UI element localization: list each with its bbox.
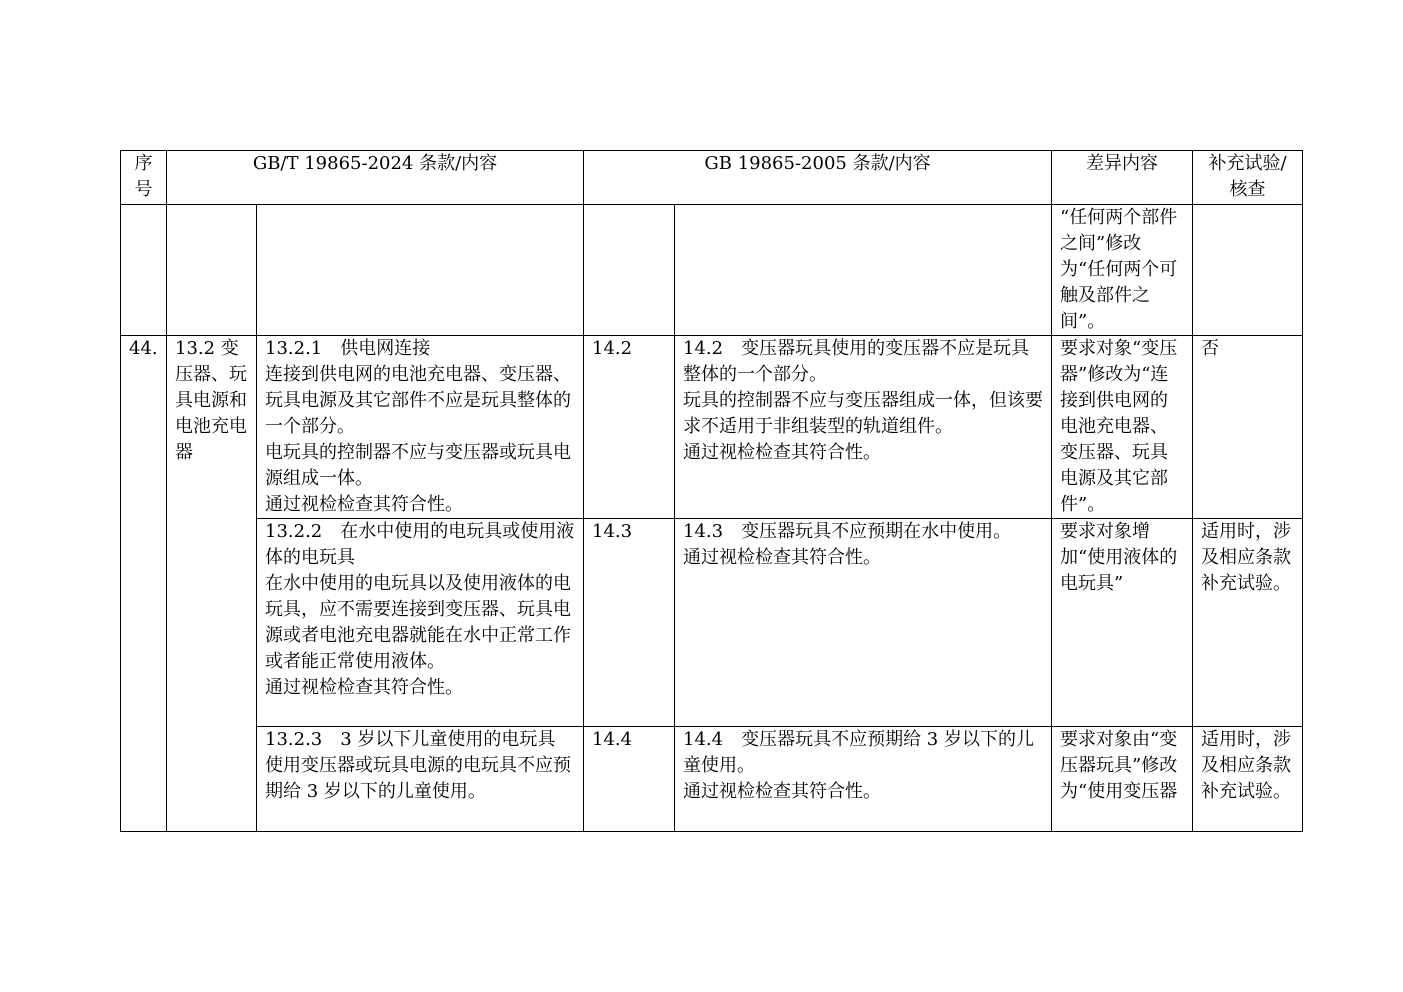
clause-text: 通过视检检查其符合性。 (265, 494, 463, 515)
cell-gb-content (675, 205, 1052, 336)
cell-gb-number (584, 205, 675, 336)
cell-supp: 适用时，涉及相应条款补充试验。 (1193, 519, 1303, 727)
cell-seq-44: 44. (121, 336, 167, 832)
cell-diff: 要求对象增加“使用液体的电玩具” (1052, 519, 1193, 727)
table-row-44-a (121, 336, 1303, 519)
table-row-continued (121, 205, 1303, 336)
header-supp: 补充试验/核查 (1193, 151, 1303, 205)
cell-gb-14-3 (675, 519, 1052, 727)
clause-text: 通过视检检查其符合性。 (683, 442, 881, 463)
cell-section (167, 205, 257, 336)
clause-text: 连接到供电网的电池充电器、变压器、玩具电源及其它部件不应是玩具整体的一个部分。 (265, 364, 571, 437)
table-row-44-b (121, 519, 1303, 727)
cell-gb-number: 14.2 (584, 336, 675, 519)
cell-supp (1193, 205, 1303, 336)
clause-text: 在水中使用的电玩具以及使用液体的电玩具，应不需要连接到变压器、玩具电源或者电池充电器就能在水中正常工作或者能正常使用液体。 (265, 573, 571, 672)
cell-gb-14-2 (675, 336, 1052, 519)
clause-text: 使用变压器或玩具电源的电玩具不应预期给 3 岁以下的儿童使用。 (265, 755, 571, 802)
comparison-table (120, 150, 1303, 832)
clause-text: 电玩具的控制器不应与变压器或玩具电源组成一体。 (265, 442, 571, 489)
clause-title: 13.2.2 在水中使用的电玩具或使用液体的电玩具 (265, 521, 575, 568)
cell-gb-14-4 (675, 727, 1052, 832)
clause-title: 13.2.3 3 岁以下儿童使用的电玩具 (265, 729, 556, 750)
cell-supp: 否 (1193, 336, 1303, 519)
cell-supp: 适用时，涉及相应条款补充试验。 (1193, 727, 1303, 832)
cell-diff: “任何两个部件之间”修改为“任何两个可触及部件之间”。 (1052, 205, 1193, 336)
header-gb-2005: GB 19865-2005 条款/内容 (584, 151, 1052, 205)
cell-diff: 要求对象“变压器”修改为“连接到供电网的电池充电器、变压器、玩具电源及其它部件”。 (1052, 336, 1193, 519)
clause-text: 14.3 变压器玩具不应预期在水中使用。 (683, 521, 1012, 542)
cell-gbt-13-2-2 (257, 519, 584, 727)
clause-text: 通过视检检查其符合性。 (683, 781, 881, 802)
header-diff: 差异内容 (1052, 151, 1193, 205)
header-seq: 序号 (121, 151, 167, 205)
cell-diff: 要求对象由“变压器玩具”修改为“使用变压器 (1052, 727, 1193, 832)
cell-section-13-2: 13.2 变压器、玩具电源和电池充电器 (167, 336, 257, 832)
clause-text: 通过视检检查其符合性。 (683, 547, 881, 568)
cell-gbt-13-2-1 (257, 336, 584, 519)
cell-gbt-content (257, 205, 584, 336)
header-gbt-2024: GB/T 19865-2024 条款/内容 (167, 151, 584, 205)
table-header-row (121, 151, 1303, 205)
cell-seq (121, 205, 167, 336)
clause-text: 通过视检检查其符合性。 (265, 677, 463, 698)
clause-text: 14.4 变压器玩具不应预期给 3 岁以下的儿童使用。 (683, 729, 1034, 776)
table-row-44-c (121, 727, 1303, 832)
cell-gb-number: 14.3 (584, 519, 675, 727)
clause-text: 14.2 变压器玩具使用的变压器不应是玩具整体的一个部分。 (683, 338, 1030, 385)
clause-text: 玩具的控制器不应与变压器组成一体，但该要求不适用于非组装型的轨道组件。 (683, 390, 1043, 437)
cell-gb-number: 14.4 (584, 727, 675, 832)
cell-gbt-13-2-3 (257, 727, 584, 832)
clause-title: 13.2.1 供电网连接 (265, 338, 431, 359)
